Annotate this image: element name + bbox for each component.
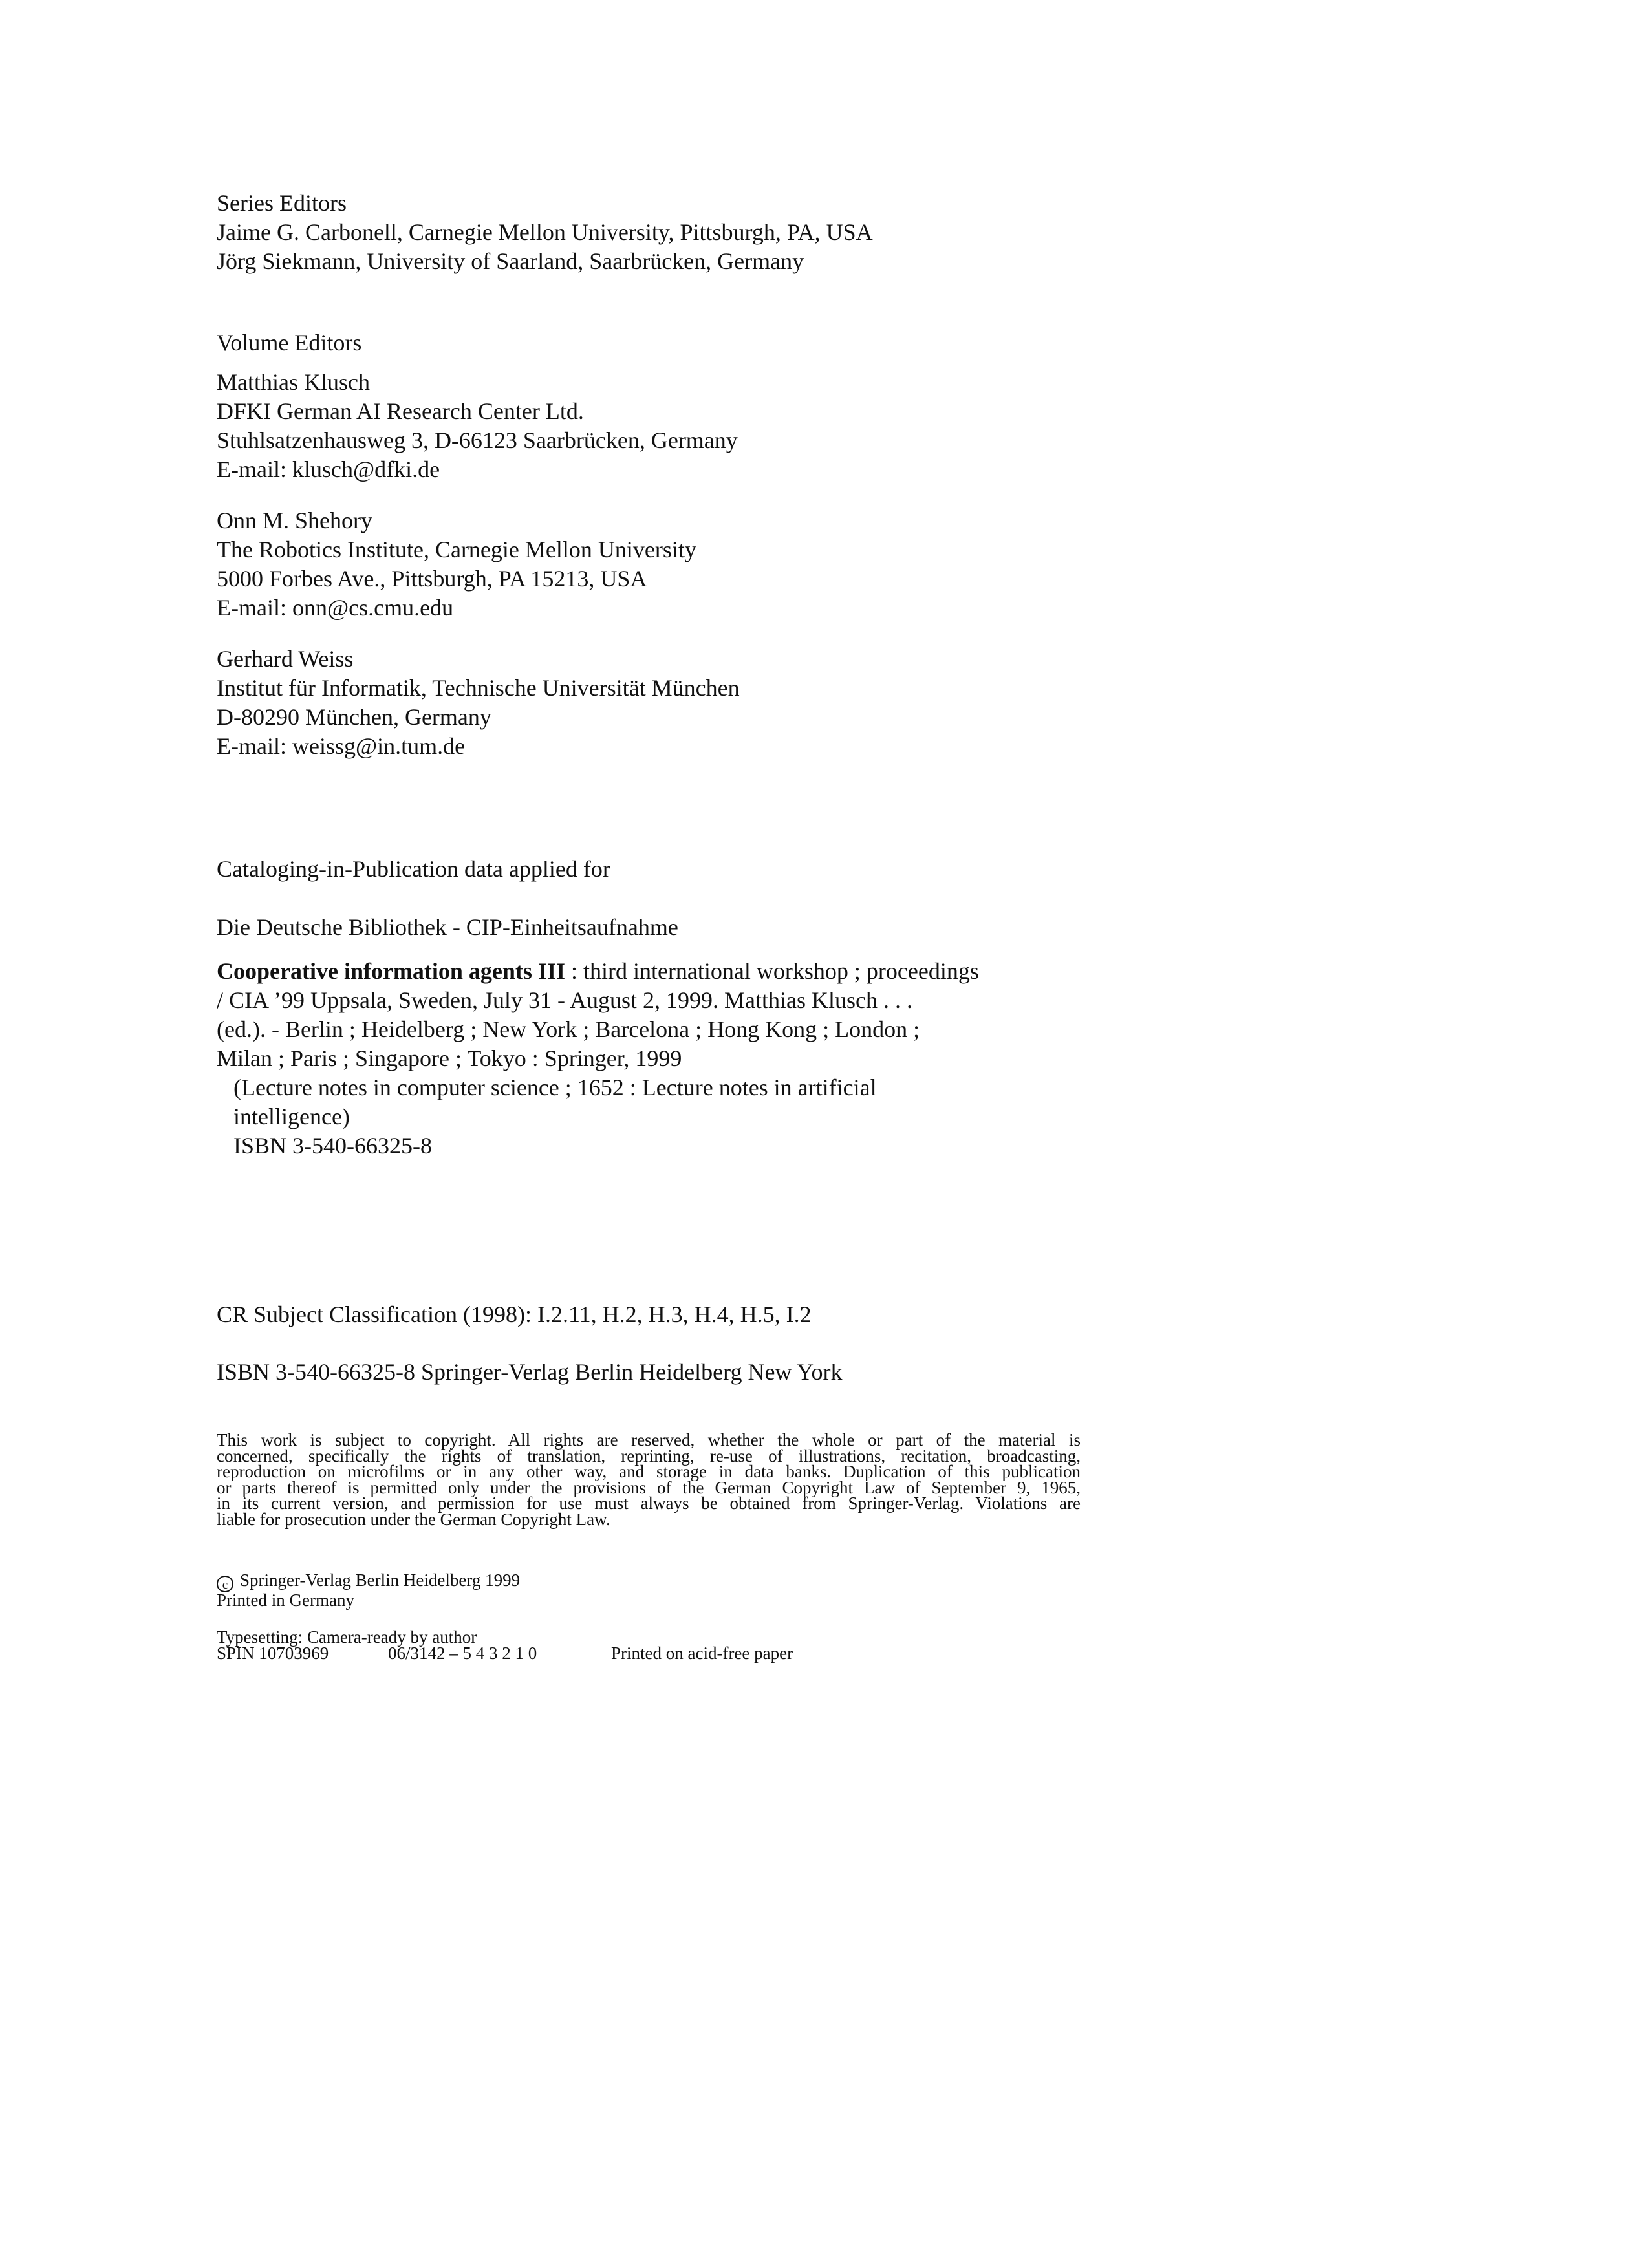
copyright-line: [217, 1572, 1122, 1592]
spin-line: [217, 1645, 1122, 1662]
series-editor-line: Jaime G. Carbonell, Carnegie Mellon University, Pittsburgh, PA, USA: [217, 219, 873, 245]
editor-email: E-mail: weissg@in.tum.de: [217, 733, 466, 759]
paper-note: Printed on acid-free paper: [611, 1643, 793, 1663]
cip-series-line: (Lecture notes in computer science ; 1652 : Lecture notes in artificial: [233, 1075, 877, 1100]
volume-editors-heading: Volume Editors: [217, 330, 362, 356]
notice-line: or parts thereof is permitted only under the provisions of the German Copyright Law of September 9, 1965,: [217, 1477, 1081, 1497]
series-editor-line: Jörg Siekmann, University of Saarland, Saarbrücken, Germany: [217, 248, 804, 274]
notice-line: liable for prosecution under the German Copyright Law.: [217, 1509, 610, 1529]
notice-line: concerned, specifically the rights of translation, reprinting, re-use of illustrations, recitation, broadcasting,: [217, 1446, 1081, 1466]
cip-title-bold: Cooperative information agents III: [217, 958, 565, 984]
volume-editor-shehory: [217, 506, 1122, 623]
volume-editor-weiss: [217, 645, 1122, 761]
editor-email: E-mail: klusch@dfki.de: [217, 456, 440, 482]
colophon-block: [217, 1629, 1122, 1661]
cip-record-line: (ed.). - Berlin ; Heidelberg ; New York ; Barcelona ; Hong Kong ; London ;: [217, 1016, 920, 1042]
notice-line: This work is subject to copyright. All rights are reserved, whether the whole or part of the material is: [217, 1430, 1081, 1450]
cip-record-line: / CIA ’99 Uppsala, Sweden, July 31 - August 2, 1999. Matthias Klusch . . .: [217, 987, 912, 1013]
copyright-block: [217, 1572, 1122, 1609]
cip-record: [217, 957, 1122, 1161]
spin-number: SPIN 10703969: [217, 1643, 329, 1663]
editor-name: Matthias Klusch: [217, 369, 370, 395]
cip-applied-block: [217, 855, 1122, 884]
editor-address: Stuhlsatzenhausweg 3, D-66123 Saarbrücken, Germany: [217, 427, 738, 453]
notice-line: reproduction on microfilms or in any other way, and storage in data banks. Duplication of this publication: [217, 1462, 1081, 1481]
copyright-icon: c: [217, 1576, 233, 1592]
print-code: 06/3142 – 5 4 3 2 1 0: [388, 1643, 537, 1663]
series-editors-block: [217, 189, 1122, 276]
editor-affiliation: The Robotics Institute, Carnegie Mellon University: [217, 537, 696, 562]
printed-in: Printed in Germany: [217, 1590, 354, 1610]
editor-affiliation: DFKI German AI Research Center Ltd.: [217, 398, 584, 424]
copyright-notice: [217, 1432, 1081, 1527]
cr-classification: CR Subject Classification (1998): I.2.11, H.2, H.3, H.4, H.5, I.2: [217, 1301, 812, 1327]
cip-series-line: intelligence): [233, 1104, 350, 1129]
editor-email: E-mail: onn@cs.cmu.edu: [217, 595, 454, 621]
volume-editors-heading-block: [217, 328, 1122, 358]
editor-address: D-80290 München, Germany: [217, 704, 491, 730]
isbn-line: ISBN 3-540-66325-8 Springer-Verlag Berlin Heidelberg New York: [217, 1359, 843, 1385]
volume-editor-klusch: [217, 368, 1122, 484]
cip-library-text: Die Deutsche Bibliothek - CIP-Einheitsaufnahme: [217, 914, 678, 940]
classification-block: [217, 1300, 1122, 1329]
editor-affiliation: Institut für Informatik, Technische Universität München: [217, 675, 740, 701]
copyright-text: Springer-Verlag Berlin Heidelberg 1999: [240, 1570, 521, 1590]
cip-record-line: Milan ; Paris ; Singapore ; Tokyo : Springer, 1999: [217, 1045, 682, 1071]
isbn-block: [217, 1358, 1122, 1387]
typesetting-line: Typesetting: Camera-ready by author: [217, 1627, 477, 1647]
cip-title-rest: : third international workshop ; proceedings: [565, 958, 979, 984]
cip-library-block: [217, 913, 1122, 942]
editor-name: Onn M. Shehory: [217, 508, 372, 533]
series-editors-heading: Series Editors: [217, 190, 347, 216]
cip-isbn-line: ISBN 3-540-66325-8: [233, 1133, 432, 1159]
notice-line: in its current version, and permission for use must always be obtained from Springer-Verlag. Violations are: [217, 1493, 1081, 1513]
editor-name: Gerhard Weiss: [217, 646, 354, 672]
cip-applied-text: Cataloging-in-Publication data applied for: [217, 856, 610, 882]
editor-address: 5000 Forbes Ave., Pittsburgh, PA 15213, USA: [217, 566, 647, 592]
cip-title-line: [217, 957, 1122, 986]
